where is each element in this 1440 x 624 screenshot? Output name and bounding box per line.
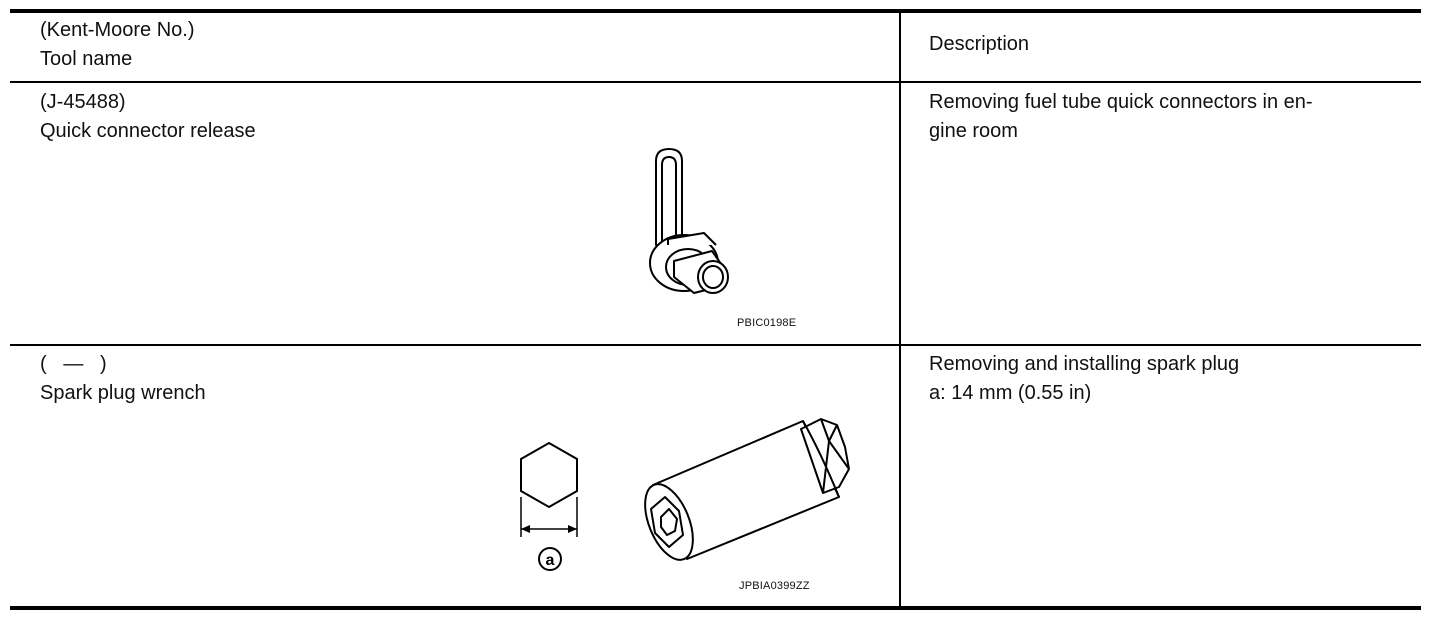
row1-figure-code: PBIC0198E	[737, 317, 797, 329]
column-divider	[899, 9, 901, 610]
row2-description-line1: Removing and installing spark plug	[929, 353, 1240, 375]
table-bottom-rule	[10, 606, 1421, 610]
special-service-tools-table	[10, 9, 1421, 610]
table-top-rule	[10, 9, 1421, 13]
quick-connector-release-icon	[638, 145, 738, 295]
row1-description-line1: Removing fuel tube quick connectors in en-	[929, 91, 1313, 113]
header-kent-moore-no: (Kent-Moore No.)	[40, 19, 195, 41]
dimension-a-label: a	[545, 552, 555, 569]
hex-dimension-icon	[510, 419, 600, 579]
row2-description-line2: a: 14 mm (0.55 in)	[929, 382, 1092, 404]
row2-tool-name: Spark plug wrench	[40, 382, 206, 404]
row1-tool-number: (J-45488)	[40, 91, 126, 113]
row2-figure-code: JPBIA0399ZZ	[739, 580, 810, 592]
row1-description-line2: gine room	[929, 120, 1018, 142]
spark-plug-wrench-icon	[625, 413, 865, 563]
row1-tool-name: Quick connector release	[40, 120, 256, 142]
header-divider	[10, 81, 1421, 83]
header-tool-name: Tool name	[40, 48, 133, 70]
row-divider	[10, 344, 1421, 346]
header-description: Description	[929, 33, 1030, 55]
row2-tool-number: ( — )	[40, 353, 107, 375]
